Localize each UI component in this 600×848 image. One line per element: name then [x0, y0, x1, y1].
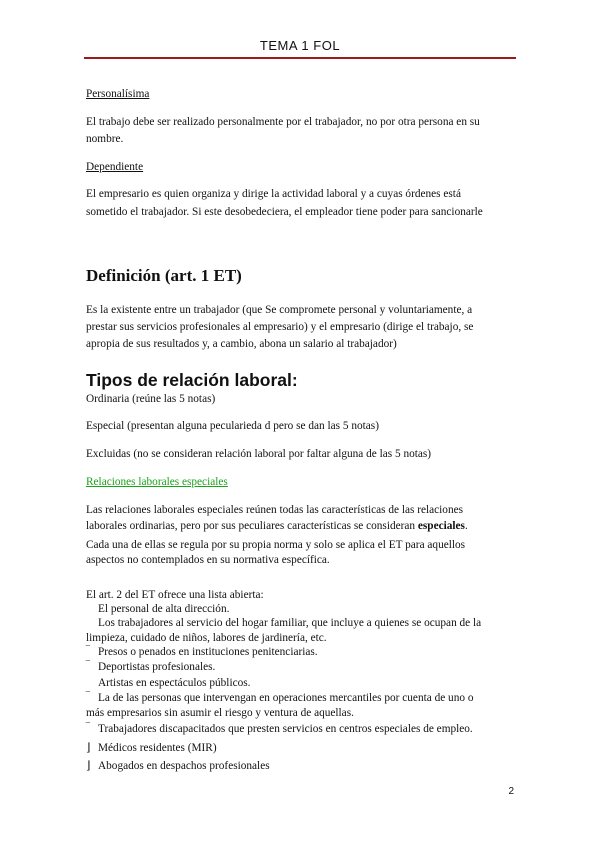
lista-item-6a-text: La de las personas que intervengan en operaciones mercantiles por cuenta de uno o [98, 692, 474, 704]
lista-item-4-text: Deportistas profesionales. [98, 661, 216, 673]
lista-item-1: El personal de alta dirección. [98, 603, 230, 615]
dash-bullet-icon: ‾ [86, 661, 90, 673]
header-rule [84, 57, 516, 59]
dependiente-line-1: El empresario es quien organiza y dirige la actividad laboral y a cuyas órdenes está [86, 188, 461, 200]
lista-item-3-text: Presos o penados en instituciones penitenciarias. [98, 646, 318, 658]
definicion-heading: Definición (art. 1 ET) [86, 266, 242, 285]
page-header-title: TEMA 1 FOL [259, 38, 341, 53]
relaciones-line-1: Las relaciones laborales especiales reúnen todas las características de las relaciones [86, 504, 464, 516]
lista-item-8-text: Médicos residentes (MIR) [98, 742, 217, 754]
lista-item-8 [86, 740, 217, 757]
relaciones-line-4: aspectos no contemplados en su normativa específica. [86, 554, 330, 566]
lista-intro: El art. 2 del ET ofrece una lista abierta: [86, 589, 264, 601]
tipos-especial: Especial (presentan alguna pecularieda d pero se dan las 5 notas) [86, 420, 379, 432]
lista-item-7-text: Trabajadores discapacitados que presten servicios en centros especiales de empleo. [98, 723, 473, 735]
lista-item-2a: Los trabajadores al servicio del hogar familiar, que incluye a quienes se ocupan de la [98, 617, 482, 629]
relaciones-especiales-link[interactable]: Relaciones laborales especiales [86, 476, 228, 488]
relaciones-line-2 [86, 518, 468, 535]
personalisima-line-1: El trabajo debe ser realizado personalmente por el trabajador, no por otra persona en su [86, 116, 480, 128]
dash-bullet-icon: ‾ [86, 723, 90, 735]
lista-item-9 [86, 758, 270, 775]
relaciones-line-3: Cada una de ellas se regula por su propia norma y solo se aplica el ET para aquellos [86, 539, 466, 551]
lista-item-7 [86, 721, 473, 738]
lista-item-5: Artistas en espectáculos públicos. [98, 677, 251, 689]
dash-bullet-icon: ‾ [86, 692, 90, 704]
relaciones-line-2-period: . [464, 520, 468, 532]
dependiente-title: Dependiente [86, 161, 144, 173]
corner-bullet-icon: ⌋ [86, 760, 91, 772]
lista-item-6b: más empresarios sin asumir el riesgo y ventura de aquellas. [86, 707, 354, 719]
relaciones-line-2-text: laborales ordinarias, pero por sus peculiares características se consideran [86, 520, 418, 532]
tipos-excluidas: Excluidas (no se consideran relación laboral por faltar alguna de las 5 notas) [86, 448, 432, 460]
tipos-heading: Tipos de relación laboral: [86, 370, 298, 390]
personalisima-line-2: nombre. [86, 133, 124, 145]
definicion-line-2: prestar sus servicios profesionales al empresario) y el empresario (dirige el trabajo, se [86, 321, 474, 333]
lista-item-2b: limpieza, cuidado de niños, labores de jardinería, etc. [86, 632, 327, 644]
dash-bullet-icon: ‾ [86, 646, 90, 658]
lista-item-9-text: Abogados en despachos profesionales [98, 760, 270, 772]
dependiente-line-2: sometido el trabajador. Si este desobedeciera, el empleador tiene poder para sancionarle [86, 206, 483, 218]
definicion-line-1: Es la existente entre un trabajador (que Se compromete personal y voluntariamente, a [86, 304, 473, 316]
personalisima-title: Personalísima [86, 88, 150, 100]
corner-bullet-icon: ⌋ [86, 742, 91, 754]
definicion-line-3: apropia de sus resultados y, a cambio, abona un salario al trabajador) [86, 338, 397, 350]
relaciones-especiales-bold: especiales [417, 520, 465, 532]
tipos-ordinaria: Ordinaria (reúne las 5 notas) [86, 393, 216, 405]
page-number: 2 [508, 786, 514, 797]
lista-item-4 [86, 659, 215, 676]
